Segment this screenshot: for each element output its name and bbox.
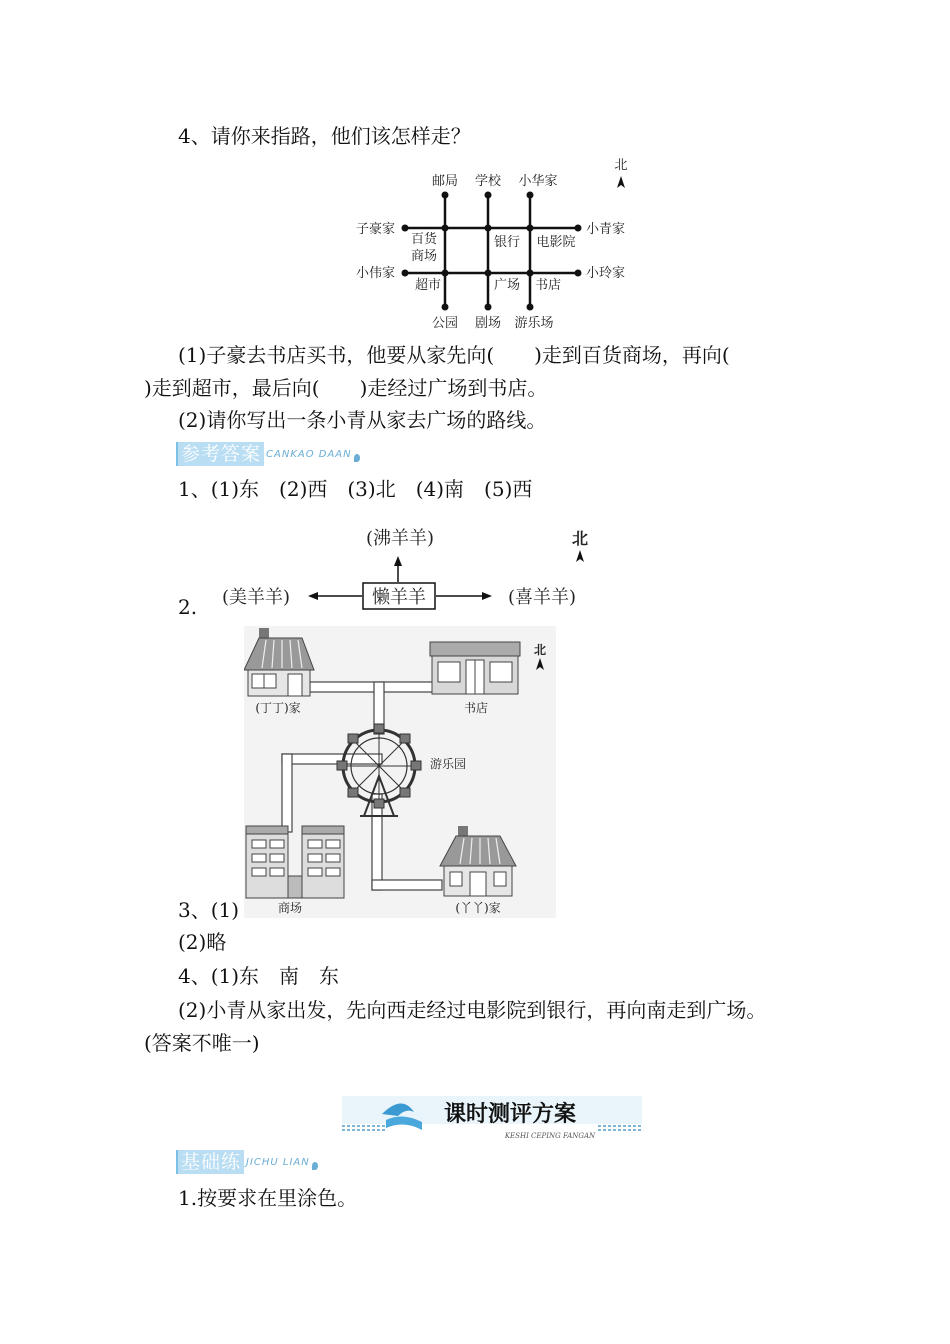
dingding-home-label: (丁丁)家 — [255, 701, 301, 715]
map-label-park: 公园 — [431, 316, 459, 331]
banner-pinyin: KESHI CEPING FANGAN — [504, 1132, 596, 1140]
map-label-theater: 剧场 — [474, 316, 502, 331]
route-map-figure — [340, 155, 640, 339]
banner-title: 课时测评方案 — [443, 1101, 577, 1127]
answer-section-tag — [176, 442, 360, 466]
yaya-home-label: (丫丫)家 — [455, 901, 501, 915]
question-4-title: 4、请你来指路，他们该怎样走？ — [178, 124, 471, 148]
amusement-park-label: 游乐园 — [429, 757, 467, 771]
map-label-square: 广场 — [493, 278, 521, 293]
north-arrow-icon — [576, 550, 584, 562]
map-label-department-store-2: 商场 — [410, 249, 438, 264]
answer-tag-label: 参考答案 — [176, 442, 264, 466]
arrow-right-icon — [482, 592, 492, 600]
diagram-east-label: (喜羊羊) — [507, 587, 577, 608]
basic-tag-pinyin: JICHU LIAN — [246, 1156, 310, 1168]
question-4-part1-line2: )走到超市，最后向( )走经过广场到书店。 — [144, 376, 548, 400]
map-label-xiaoqing-home: 小青家 — [586, 222, 626, 237]
answer-1: 1、(1)东 (2)西 (3)北 (4)南 (5)西 — [178, 477, 533, 501]
direction-diagram — [200, 520, 600, 624]
exercise-1: 1.按要求在里涂色。 — [178, 1186, 358, 1210]
diagram-north-label: (沸羊羊) — [365, 528, 435, 549]
answer-tag-pinyin: CANKAO DAAN — [266, 448, 352, 460]
map-label-zihao-home: 子豪家 — [355, 222, 395, 237]
drop-icon — [312, 1162, 318, 1170]
section-banner — [342, 1094, 642, 1146]
map-label-bank: 银行 — [493, 235, 521, 250]
basic-practice-tag — [176, 1150, 318, 1174]
mall-label: 商场 — [277, 901, 303, 915]
map-label-xiaoling-home: 小玲家 — [586, 266, 626, 281]
map-label-amusement-park: 游乐场 — [514, 316, 554, 331]
map-label-post-office: 邮局 — [431, 174, 459, 189]
drop-icon — [354, 454, 360, 462]
diagram-center-label: 懒羊羊 — [372, 587, 426, 608]
arrow-left-icon — [308, 592, 318, 600]
answer-2-number: 2. — [178, 595, 198, 619]
map-label-xiaohua-home: 小华家 — [518, 174, 558, 189]
diagram-west-label: (美羊羊) — [221, 587, 291, 608]
map-label-department-store-1: 百货 — [410, 232, 438, 247]
town-map-illustration — [244, 626, 556, 922]
question-4-part1-line1: (1)子豪去书店买书，他要从家先向( )走到百货商场，再向( — [178, 343, 730, 367]
diagram-compass-label: 北 — [571, 529, 589, 548]
answer-4-part1: 4、(1)东 南 东 — [178, 964, 340, 988]
map-label-cinema: 电影院 — [536, 235, 576, 250]
map-label-xiaowei-home: 小伟家 — [355, 266, 395, 281]
map-north-label: 北 — [614, 158, 628, 173]
bookstore-icon — [430, 642, 520, 694]
north-arrow-icon — [617, 176, 625, 188]
map-label-school: 学校 — [474, 174, 502, 189]
answer-3-part2: (2)略 — [178, 930, 227, 954]
map-label-supermarket: 超市 — [414, 278, 442, 293]
answer-4-part2-line2: (答案不唯一) — [144, 1031, 260, 1055]
map-label-bookstore: 书店 — [534, 278, 562, 293]
arrow-up-icon — [394, 556, 402, 566]
illustration-compass-label: 北 — [533, 643, 547, 657]
question-4-part2: (2)请你写出一条小青从家去广场的路线。 — [178, 408, 547, 432]
bookstore-label: 书店 — [463, 701, 489, 715]
answer-4-part2-line1: (2)小青从家出发，先向西走经过电影院到银行，再向南走到广场。 — [178, 998, 767, 1022]
answer-3-number: 3、(1) — [178, 898, 240, 922]
basic-tag-label: 基础练 — [176, 1150, 244, 1174]
